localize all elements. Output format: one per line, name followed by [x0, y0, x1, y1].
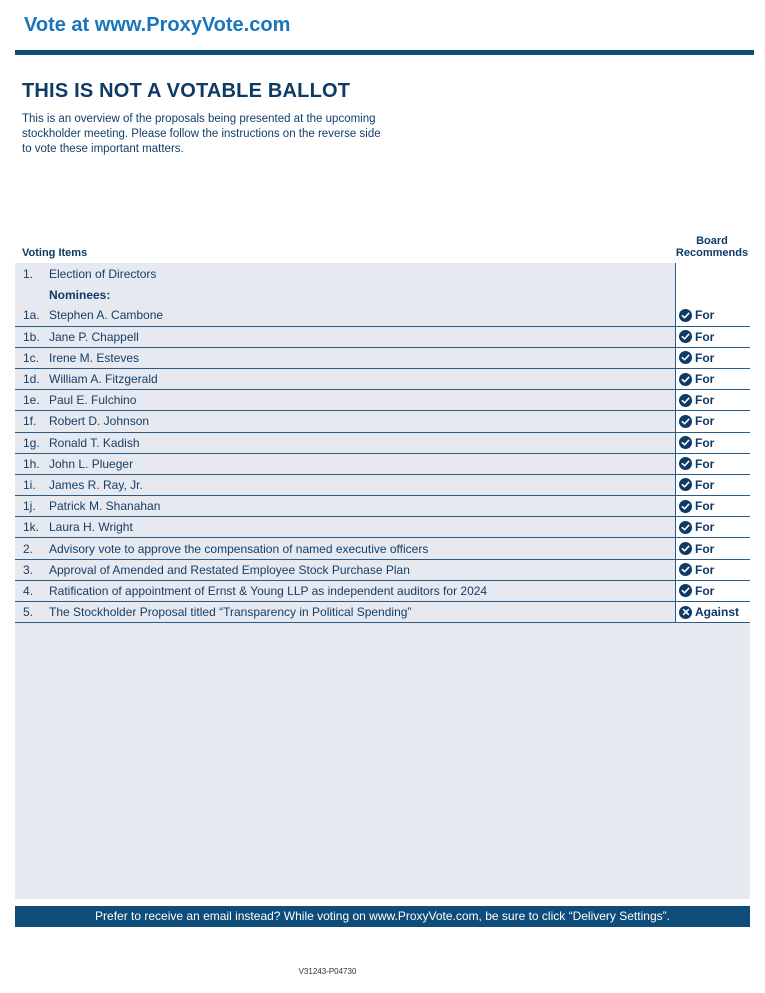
board-recommendation	[675, 433, 750, 453]
check-circle-icon	[679, 394, 692, 407]
board-recommendation	[675, 284, 750, 305]
recommendation-label: For	[695, 435, 715, 450]
item-number: 1d.	[23, 372, 40, 387]
table-row	[15, 496, 750, 517]
board-recommendation	[675, 538, 750, 558]
voting-items-header: Voting Items	[22, 247, 88, 259]
table-row	[15, 581, 750, 602]
board-recommendation	[675, 390, 750, 410]
board-recommendation	[675, 305, 750, 325]
board-recommendation	[675, 411, 750, 431]
table-row	[15, 263, 750, 284]
item-text: Jane P. Chappell	[49, 329, 139, 344]
check-circle-icon	[679, 478, 692, 491]
board-recommendation	[675, 327, 750, 347]
check-circle-icon	[679, 457, 692, 470]
nominees-label: Nominees:	[49, 287, 111, 302]
check-circle-icon	[679, 500, 692, 513]
check-circle-icon	[679, 330, 692, 343]
recommendation-label: For	[695, 456, 715, 471]
check-circle-icon	[679, 436, 692, 449]
x-circle-icon	[679, 606, 692, 619]
board-recommendation	[675, 496, 750, 516]
item-number: 1.	[23, 266, 34, 281]
table-row	[15, 475, 750, 496]
recommendation-label: For	[695, 520, 715, 535]
board-recommendation	[675, 454, 750, 474]
document-code: V31243-P04730	[298, 967, 357, 976]
item-text: Ratification of appointment of Ernst & Young LLP as independent auditors for 2024	[49, 583, 488, 598]
item-number: 1i.	[23, 477, 36, 492]
item-number: 2.	[23, 541, 34, 556]
voting-items-table	[15, 263, 750, 623]
board-recommendation	[675, 348, 750, 368]
item-number: 3.	[23, 562, 34, 577]
check-circle-icon	[679, 309, 692, 322]
item-number: 1g.	[23, 435, 40, 450]
item-number: 1b.	[23, 329, 40, 344]
recommendation-label: For	[695, 329, 715, 344]
item-number: 5.	[23, 605, 34, 620]
item-number: 1e.	[23, 393, 40, 408]
board-recommendation	[675, 581, 750, 601]
item-number: 1c.	[23, 350, 40, 365]
item-text: John L. Plueger	[49, 456, 134, 471]
check-circle-icon	[679, 521, 692, 534]
table-row	[15, 517, 750, 538]
item-text: Advisory vote to approve the compensation of named executive officers	[49, 541, 429, 556]
table-row	[15, 411, 750, 432]
item-text: James R. Ray, Jr.	[49, 477, 143, 492]
item-number: 1k.	[23, 520, 40, 535]
item-text: Ronald T. Kadish	[49, 435, 140, 450]
item-number: 1h.	[23, 456, 40, 471]
table-row	[15, 390, 750, 411]
table-row	[15, 369, 750, 390]
header-divider	[15, 50, 754, 55]
delivery-settings-banner: Prefer to receive an email instead? While voting on www.ProxyVote.com, be sure to click “Delivery Settings”.	[15, 906, 750, 927]
recommendation-label: For	[695, 308, 715, 323]
recommendation-label: For	[695, 414, 715, 429]
check-circle-icon	[679, 542, 692, 555]
page-title: THIS IS NOT A VOTABLE BALLOT	[22, 80, 351, 102]
recommendation-label: For	[695, 372, 715, 387]
recommendation-label: For	[695, 393, 715, 408]
board-recommendation	[675, 475, 750, 495]
intro-text: This is an overview of the proposals being presented at the upcoming stockholder meeting. Please follow the instructions on the reverse side to vote these important matters.	[22, 113, 381, 155]
table-row	[15, 454, 750, 475]
item-text: The Stockholder Proposal titled “Transparency in Political Spending”	[49, 605, 412, 620]
table-row	[15, 602, 750, 623]
header-link-title: Vote at www.ProxyVote.com	[24, 14, 291, 36]
board-recommendation	[675, 602, 750, 622]
table-row	[15, 538, 750, 559]
item-text: Laura H. Wright	[49, 520, 133, 535]
check-circle-icon	[679, 373, 692, 386]
item-number: 4.	[23, 583, 34, 598]
recommendation-label: For	[695, 583, 715, 598]
recommendation-label: Against	[695, 605, 740, 620]
item-text: Stephen A. Cambone	[49, 308, 164, 323]
board-recommendation	[675, 263, 750, 284]
item-text: Robert D. Johnson	[49, 414, 150, 429]
item-text: Election of Directors	[49, 266, 157, 281]
item-number: 1a.	[23, 308, 40, 323]
recommendation-label: For	[695, 562, 715, 577]
item-number: 1f.	[23, 414, 37, 429]
recommendation-label: For	[695, 499, 715, 514]
item-number: 1j.	[23, 499, 36, 514]
table-row	[15, 560, 750, 581]
check-circle-icon	[679, 584, 692, 597]
check-circle-icon	[679, 351, 692, 364]
check-circle-icon	[679, 563, 692, 576]
item-text: Irene M. Esteves	[49, 350, 140, 365]
item-text: Approval of Amended and Restated Employee Stock Purchase Plan	[49, 562, 410, 577]
table-row	[15, 327, 750, 348]
board-recommendation	[675, 560, 750, 580]
recommendation-label: For	[695, 477, 715, 492]
table-row	[15, 348, 750, 369]
board-recommendation	[675, 369, 750, 389]
table-row	[15, 305, 750, 326]
check-circle-icon	[679, 415, 692, 428]
table-row	[15, 433, 750, 454]
board-recommends-header: Board Recommends	[675, 235, 749, 259]
board-recommendation	[675, 517, 750, 537]
item-text: Paul E. Fulchino	[49, 393, 137, 408]
table-row	[15, 284, 750, 305]
recommendation-label: For	[695, 541, 715, 556]
item-text: Patrick M. Shanahan	[49, 499, 161, 514]
item-text: William A. Fitzgerald	[49, 372, 158, 387]
recommendation-label: For	[695, 350, 715, 365]
